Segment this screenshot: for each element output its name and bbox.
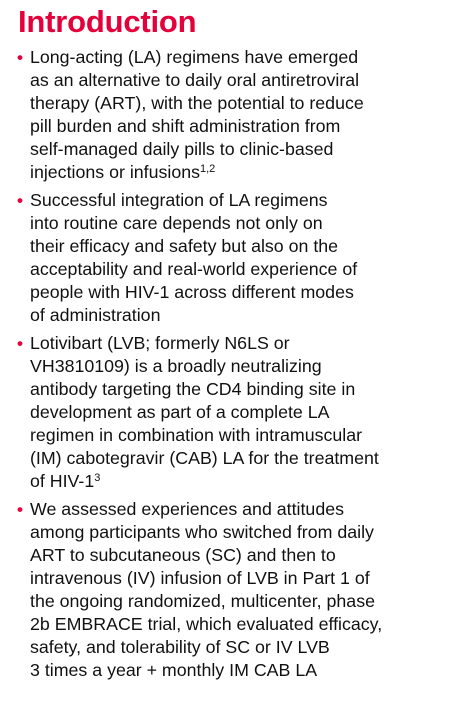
bullet-4-line-3: ART to subcutaneous (SC) and then to	[30, 545, 336, 565]
bullet-item-4	[16, 498, 456, 682]
bullet-3-line-7-text: of HIV-1	[30, 471, 95, 491]
bullet-marker: •	[17, 191, 23, 210]
citation-superscript: 3	[94, 472, 101, 484]
bullet-marker: •	[17, 334, 23, 353]
bullet-marker: •	[17, 500, 23, 519]
bullet-3-line-4: development as part of a complete LA	[30, 402, 330, 422]
bullet-3-line-3: antibody targeting the CD4 binding site in	[30, 379, 356, 399]
bullet-marker: •	[17, 48, 23, 67]
bullet-2-line-2: into routine care depends not only on	[30, 213, 323, 233]
bullet-4-line-2: among participants who switched from daily	[30, 522, 374, 542]
bullet-4-line-1: We assessed experiences and attitudes	[30, 499, 344, 519]
bullet-item-3	[16, 332, 456, 493]
bullet-1-line-4: pill burden and shift administration from	[30, 116, 341, 136]
bullet-1-line-1: Long-acting (LA) regimens have emerged	[30, 47, 359, 67]
bullet-2-line-5: people with HIV-1 across different modes	[30, 282, 354, 302]
bullet-2-line-3: their efficacy and safety but also on the	[30, 236, 339, 256]
bullet-list	[16, 46, 456, 687]
bullet-1-line-5: self-managed daily pills to clinic-based	[30, 139, 334, 159]
bullet-3-line-6: (IM) cabotegravir (CAB) LA for the treatment	[30, 448, 379, 468]
page-title: Introduction	[18, 4, 197, 39]
bullet-4-line-6: 2b EMBRACE trial, which evaluated efficacy,	[30, 614, 383, 634]
bullet-item-2	[16, 189, 456, 327]
bullet-4-line-8: 3 times a year + monthly IM CAB LA	[30, 660, 318, 680]
bullet-1-line-6	[30, 161, 456, 184]
bullet-2-line-1: Successful integration of LA regimens	[30, 190, 328, 210]
bullet-2-line-6: of administration	[30, 305, 161, 325]
bullet-3-line-7	[30, 470, 456, 493]
bullet-3-line-2: VH3810109) is a broadly neutralizing	[30, 356, 322, 376]
bullet-1-line-3: therapy (ART), with the potential to reduce	[30, 93, 364, 113]
bullet-2-line-4: acceptability and real-world experience of	[30, 259, 358, 279]
citation-superscript: 1,2	[200, 163, 216, 175]
bullet-item-1	[16, 46, 456, 184]
bullet-1-line-6-text: injections or infusions	[30, 162, 200, 182]
bullet-3-line-5: regimen in combination with intramuscular	[30, 425, 363, 445]
bullet-4-line-5: the ongoing randomized, multicenter, phase	[30, 591, 375, 611]
bullet-4-line-7: safety, and tolerability of SC or IV LVB	[30, 637, 330, 657]
bullet-3-line-1: Lotivibart (LVB; formerly N6LS or	[30, 333, 290, 353]
bullet-1-line-2: as an alternative to daily oral antiretroviral	[30, 70, 360, 90]
bullet-4-line-4: intravenous (IV) infusion of LVB in Part 1 of	[30, 568, 370, 588]
